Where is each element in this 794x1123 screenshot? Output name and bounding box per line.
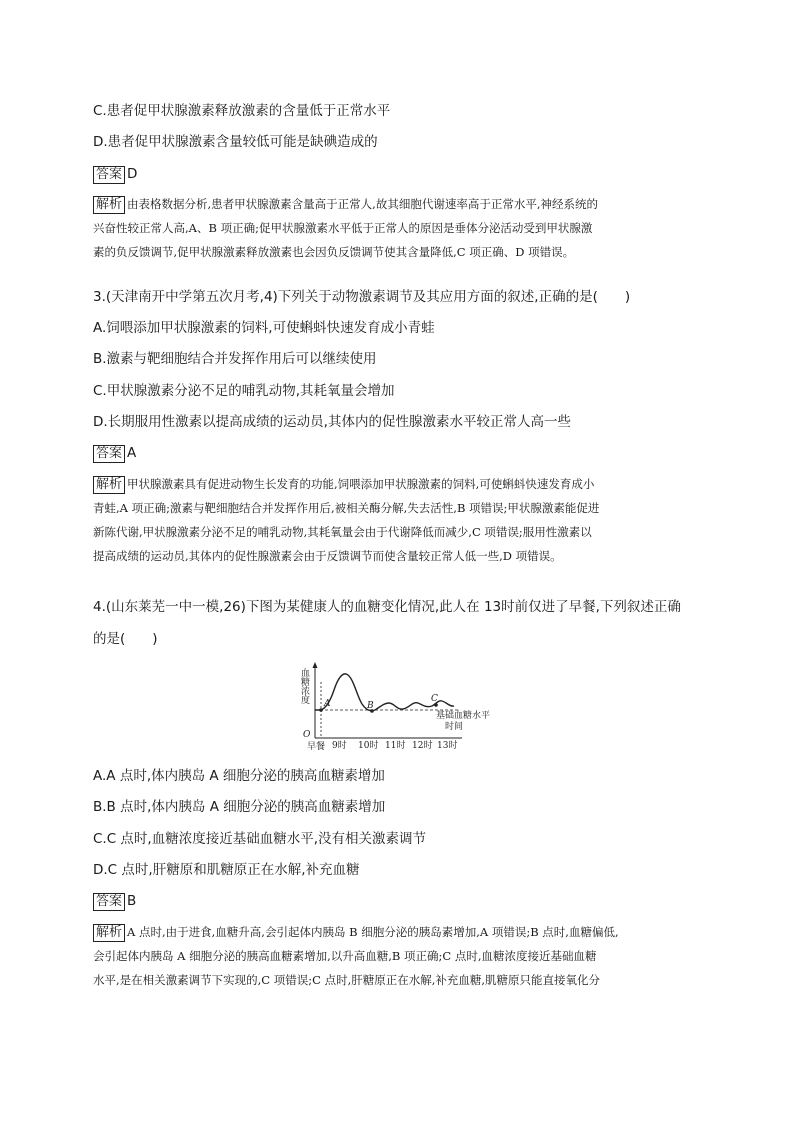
point-c-label: C — [431, 694, 438, 704]
breakfast-label: 早餐 — [307, 742, 326, 752]
q3-explanation-line: 提高成绩的运动员,其体内的促性腺激素会由于反馈调节而使含量较正常人低一些,D 项错误。 — [93, 549, 562, 563]
q3-answer-row — [93, 444, 136, 463]
q2-answer-row — [93, 165, 137, 184]
q4-option-d: D.C 点时,肝糖原和肌糖原正在水解,补充血糖 — [93, 862, 360, 878]
x-tick-label: 12时 — [412, 741, 433, 751]
q3-explanation-line: 青蛙,A 项正确;激素与靶细胞结合并发挥作用后,被相关酶分解,失去活性,B 项错误;甲状腺激素能促进 — [93, 501, 600, 515]
answer-label: 答案 — [93, 893, 125, 911]
explanation-label: 解析 — [93, 196, 125, 214]
q4-explanation-line: 会引起体内胰岛 A 细胞分泌的胰高血糖素增加,以升高血糖,B 项正确;C 点时,血糖浓度接近基础血糖 — [93, 949, 597, 963]
q2-explanation-line: 由表格数据分析,患者甲状腺激素含量高于正常人,故其细胞代谢速率高于正常水平,神经系统的 — [127, 197, 598, 211]
q2-explanation-line: 兴奋性较正常人高,A、B 项正确;促甲状腺激素水平低于正常人的原因是垂体分泌活动受到甲状腺激 — [93, 221, 593, 235]
answer-label: 答案 — [93, 166, 125, 184]
y-axis-arrow — [313, 662, 318, 668]
q3-option-c: C.甲状腺激素分泌不足的哺乳动物,其耗氧量会增加 — [93, 383, 395, 399]
q4-stem-line1: 4.(山东莱芜一中一模,26)下图为某健康人的血糖变化情况,此人在 13时前仅进了早餐,下列叙述正确 — [93, 599, 681, 615]
q2-option-c: C.患者促甲状腺激素释放激素的含量低于正常水平 — [93, 103, 391, 119]
q3-answer: A — [127, 445, 137, 461]
q3-option-b: B.激素与靶细胞结合并发挥作用后可以继续使用 — [93, 351, 377, 367]
q4-answer-row — [93, 892, 136, 911]
q4-explanation — [93, 920, 705, 992]
q3-explanation — [93, 472, 705, 568]
point-b-label: B — [367, 701, 374, 711]
q4-option-b: B.B 点时,体内胰岛 A 细胞分泌的胰高血糖素增加 — [93, 799, 386, 815]
q4-explanation-line: A 点时,由于进食,血糖升高,会引起体内胰岛 B 细胞分泌的胰岛素增加,A 项错误;B 点时,血糖偏低, — [127, 925, 619, 939]
q4-option-a: A.A 点时,体内胰岛 A 细胞分泌的胰高血糖素增加 — [93, 768, 385, 784]
q2-explanation — [93, 192, 705, 264]
x-tick-label: 9时 — [332, 741, 347, 751]
origin-label: O — [303, 730, 311, 740]
q3-stem: 3.(天津南开中学第五次月考,4)下列关于动物激素调节及其应用方面的叙述,正确的是( ) — [93, 289, 631, 305]
point-a-mark — [319, 708, 323, 712]
q4-explanation-line: 水平,是在相关激素调节下实现的,C 项错误;C 点时,肝糖原正在水解,补充血糖,肌糖原只能直接氧化分 — [93, 973, 601, 987]
explanation-label: 解析 — [93, 476, 125, 494]
answer-label: 答案 — [93, 445, 125, 463]
point-a-label: A — [324, 699, 331, 709]
blood-glucose-figure — [290, 660, 491, 755]
y-axis-label: 血糖浓度 — [299, 668, 309, 704]
explanation-label: 解析 — [93, 924, 125, 942]
q3-option-a: A.饲喂添加甲状腺激素的饲料,可使蝌蚪快速发育成小青蛙 — [93, 320, 435, 336]
blood-glucose-chart — [290, 660, 491, 755]
q2-answer: D — [127, 166, 138, 182]
baseline-label: 基础血糖水平 — [436, 711, 491, 721]
q3-explanation-line: 新陈代谢,甲状腺激素分泌不足的哺乳动物,其耗氧量会由于代谢降低而减少,C 项错误;服用性激素以 — [93, 525, 592, 539]
x-axis-label: 时间 — [445, 722, 464, 732]
q2-option-d: D.患者促甲状腺激素含量较低可能是缺碘造成的 — [93, 134, 378, 150]
q4-answer: B — [127, 893, 137, 909]
q3-option-d: D.长期服用性激素以提高成绩的运动员,其体内的促性腺激素水平较正常人高一些 — [93, 414, 571, 430]
q4-option-c: C.C 点时,血糖浓度接近基础血糖水平,没有相关激素调节 — [93, 831, 427, 847]
x-tick-label: 10时 — [358, 741, 379, 751]
glucose-curve — [315, 674, 454, 711]
q2-explanation-line: 素的负反馈调节,促甲状腺激素释放激素也会因负反馈调节使其含量降低,C 项正确、D 项错误。 — [93, 245, 575, 259]
x-tick-label: 13时 — [437, 741, 458, 751]
x-tick-label: 11时 — [385, 741, 406, 751]
q3-explanation-line: 甲状腺激素具有促进动物生长发育的功能,饲喂添加甲状腺激素的饲料,可使蝌蚪快速发育成小 — [127, 477, 595, 491]
q4-stem-line2: 的是( ) — [93, 631, 158, 647]
